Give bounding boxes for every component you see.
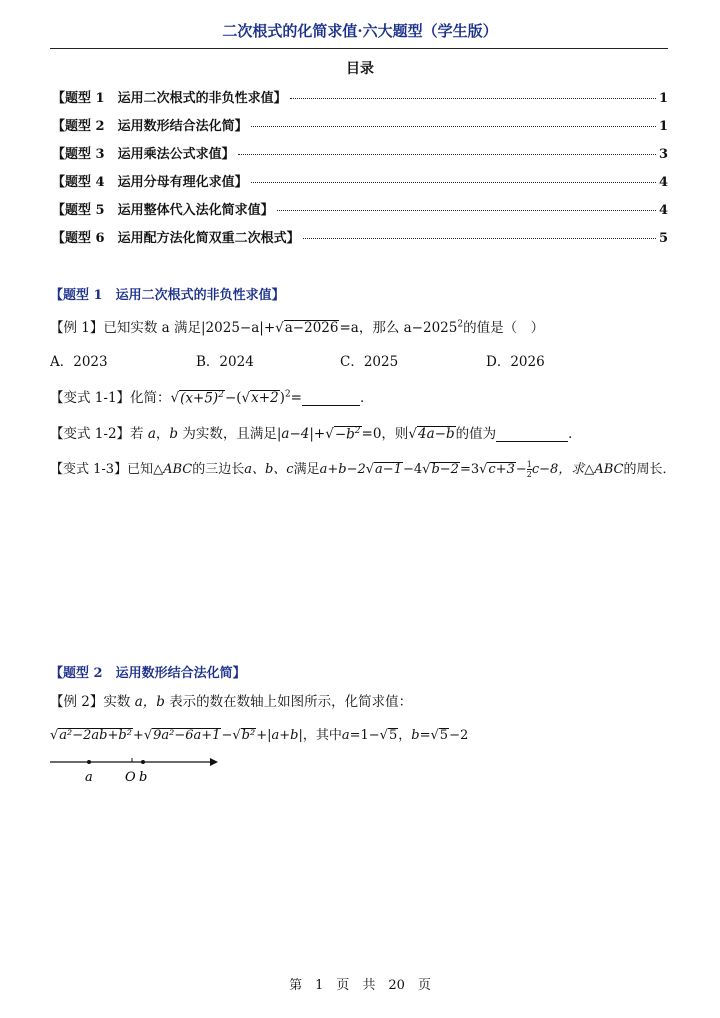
radical-sign: √ <box>325 426 334 442</box>
option-b: B．2024 <box>196 354 254 370</box>
abs-expr: |a−4| <box>276 426 314 442</box>
radicand: 5 <box>388 728 398 743</box>
example-2 <box>50 690 412 710</box>
radical-sign: √ <box>379 728 388 743</box>
radicand: a²−2ab+b² <box>59 728 132 743</box>
superscript: 2 <box>284 389 291 400</box>
operator: + <box>256 728 268 743</box>
toc-item-label: 【题型 4 运用分母有理化求值】 <box>52 175 248 190</box>
variant-1-3 <box>50 458 675 479</box>
example-1-tail: =a，那么 a−2025 <box>339 320 458 336</box>
radical-sign: √ <box>430 728 439 743</box>
radical-sign: √ <box>50 728 59 743</box>
radical-sign: √ <box>232 728 241 743</box>
var-a: a <box>341 728 350 743</box>
toc-item-label: 【题型 5 运用整体代入法化简求值】 <box>52 203 274 218</box>
variant-1-3-end: 的周长． <box>623 462 676 477</box>
number-line-arrow <box>210 758 218 766</box>
triangle-name: ABC <box>594 462 624 477</box>
operator: −4 <box>402 462 423 477</box>
example-1-end: 的值是（ ） <box>463 320 545 336</box>
value-a: =1− <box>349 728 380 743</box>
superscript: 2 <box>354 425 361 436</box>
label-origin: O <box>125 770 136 785</box>
radicand-text: −b <box>334 426 355 442</box>
expr: c−8，求△ <box>531 462 595 477</box>
point-a <box>87 760 91 764</box>
separator: ， <box>155 426 170 442</box>
toc-item-page: 4 <box>658 175 668 190</box>
example-2-lead: 【例 2】实数 <box>50 694 131 710</box>
label-a: a <box>85 770 93 785</box>
variant-1-2-text: 为实数，且满足 <box>182 426 277 442</box>
separator: ， <box>398 728 412 743</box>
variant-1-3-text: 满足 <box>293 462 320 477</box>
var-ab: a，b <box>134 694 165 710</box>
header-rule <box>50 48 668 49</box>
operator: − <box>515 462 527 477</box>
radical-sign: √ <box>143 728 153 743</box>
radicand: x+2 <box>251 390 279 406</box>
radical-sign: √ <box>365 462 375 477</box>
radical-sign: √ <box>408 426 418 442</box>
radical-sign: √ <box>479 462 488 477</box>
variant-1-3-lead: 【变式 1-3】已知△ <box>50 462 164 477</box>
radicand: a−1 <box>375 462 402 477</box>
number-line <box>48 752 223 786</box>
var-a: a <box>147 426 156 442</box>
radical-sign: √ <box>170 390 180 406</box>
radicand: b−2 <box>431 462 459 477</box>
answer-blank[interactable] <box>302 391 360 406</box>
toc-item-label: 【题型 1 运用二次根式的非负性求值】 <box>52 91 287 106</box>
toc-item-page: 4 <box>658 203 668 218</box>
toc-leader-dots <box>251 182 656 183</box>
toc-item-page: 1 <box>658 91 668 106</box>
toc-item[interactable] <box>52 115 668 135</box>
toc-item[interactable] <box>52 171 668 191</box>
radicand <box>334 426 362 442</box>
section-heading-2: 【题型 2 运用数形结合法化简】 <box>50 666 246 681</box>
document-title: 二次根式的化简求值·六大题型（学生版） <box>222 22 498 40</box>
variant-1-2 <box>50 422 582 442</box>
fraction-denominator: 2 <box>526 470 532 479</box>
radicand: b² <box>241 728 256 743</box>
operator: − <box>221 728 233 743</box>
var-b: b <box>411 728 420 743</box>
example-1-lead: 【例 1】已知实数 a 满足|2025−a|+ <box>50 320 276 336</box>
radical-sign: √ <box>241 390 251 406</box>
toc-item-page: 1 <box>658 119 668 134</box>
page-footer: 第 1 页 共 20 页 <box>289 978 431 993</box>
toc-leader-dots <box>277 210 656 211</box>
toc-leader-dots <box>251 126 656 127</box>
example-2-expression <box>50 724 468 743</box>
option-c: C．2025 <box>340 354 399 370</box>
toc-item-label: 【题型 3 运用乘法公式求值】 <box>52 147 235 162</box>
option-d: D．2026 <box>486 354 545 370</box>
toc-leader-dots <box>303 238 656 239</box>
radicand: a−2026 <box>284 320 339 336</box>
radicand: 5 <box>439 728 449 743</box>
value-b-tail: −2 <box>449 728 469 743</box>
answer-blank[interactable] <box>496 427 568 442</box>
toc-item-label: 【题型 6 运用配方法化简双重二次根式】 <box>52 231 300 246</box>
radicand: 9a²−6a+1 <box>153 728 221 743</box>
radicand: 4a−b <box>418 426 455 442</box>
toc-item-label: 【题型 2 运用数形结合法化简】 <box>52 119 248 134</box>
given-text: ，其中 <box>302 728 342 743</box>
value-b: = <box>419 728 431 743</box>
toc-leader-dots <box>290 98 656 99</box>
variant-1-1-lead: 【变式 1-1】化简： <box>50 390 171 406</box>
paren-close: ) <box>279 390 285 406</box>
point-b <box>141 760 145 764</box>
example-1 <box>50 316 544 336</box>
example-2-text: 表示的数在数轴上如图所示，化简求值： <box>169 694 413 710</box>
toc-item[interactable] <box>52 199 668 219</box>
superscript: 2 <box>457 319 464 330</box>
radical-sign: √ <box>422 462 431 477</box>
toc-item-page: 5 <box>658 231 668 246</box>
radicand-text: (x+5) <box>180 390 219 406</box>
period: ． <box>568 426 582 442</box>
side-vars: a、b、c <box>244 462 294 477</box>
operator: + <box>132 728 144 743</box>
expr: a+b−2 <box>319 462 366 477</box>
toc-heading: 目录 <box>346 61 374 77</box>
radicand: c+3 <box>488 462 515 477</box>
operator: + <box>313 426 326 442</box>
variant-1-1 <box>50 386 373 406</box>
toc-item[interactable] <box>52 227 668 247</box>
radical-sign: √ <box>275 320 284 336</box>
var-b: b <box>169 426 179 442</box>
radicand <box>179 390 225 406</box>
operator: =3 <box>459 462 480 477</box>
operator: −( <box>224 390 242 406</box>
label-b: b <box>139 770 148 785</box>
period: ． <box>359 390 374 406</box>
toc-item[interactable] <box>52 87 668 107</box>
variant-1-2-tail: 的值为 <box>455 426 497 442</box>
variant-1-2-mid: =0，则 <box>361 426 409 442</box>
triangle-name: ABC <box>163 462 193 477</box>
equals: = <box>290 390 302 406</box>
superscript: 2 <box>218 389 224 400</box>
toc-leader-dots <box>238 154 656 155</box>
section-heading-1: 【题型 1 运用二次根式的非负性求值】 <box>50 288 285 303</box>
variant-1-3-text: 的三边长 <box>192 462 245 477</box>
variant-1-2-lead: 【变式 1-2】若 <box>50 426 144 442</box>
toc-item-page: 3 <box>658 147 668 162</box>
abs-expr: |a+b| <box>267 728 303 743</box>
fraction-numerator: 1 <box>526 460 532 469</box>
option-a: A．2023 <box>50 354 108 370</box>
toc-item[interactable] <box>52 143 668 163</box>
